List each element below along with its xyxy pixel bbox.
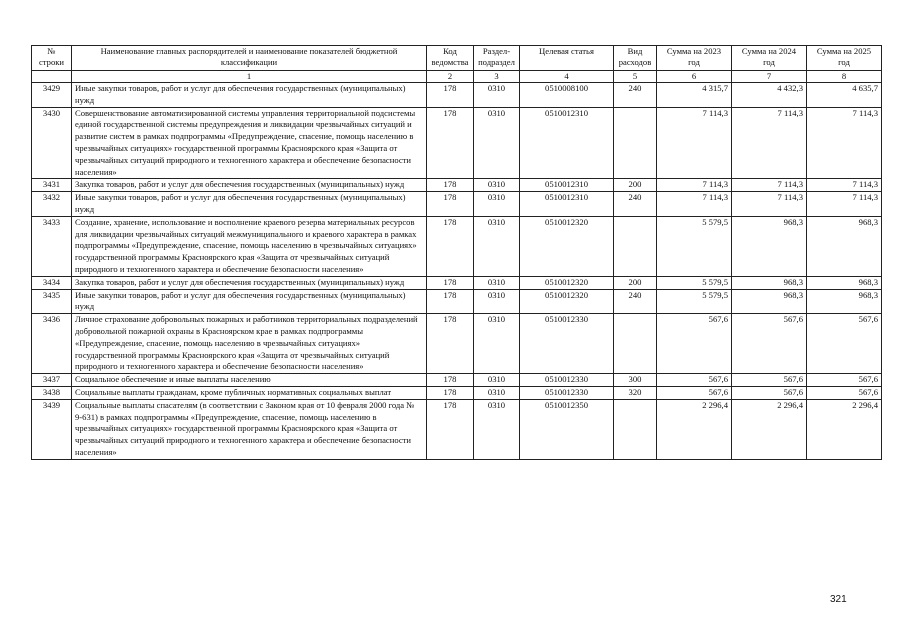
table-row: [32, 276, 882, 289]
header-row-number: № строки: [32, 46, 72, 71]
row-target: 0510012330: [520, 386, 614, 399]
row-vedomstvo: 178: [427, 83, 474, 108]
row-name: Иные закупки товаров, работ и услуг для обеспечения государственных (муниципальных) нужд: [72, 192, 427, 217]
table-row: [32, 374, 882, 387]
page-number: 321: [830, 594, 847, 605]
table-row: [32, 386, 882, 399]
column-number: 4: [520, 71, 614, 83]
table-row: [32, 83, 882, 108]
row-sum-2025: 4 635,7: [807, 83, 882, 108]
row-number: 3437: [32, 374, 72, 387]
row-sum-2024: 567,6: [732, 386, 807, 399]
row-sum-2023: 567,6: [657, 374, 732, 387]
row-vid: [614, 399, 657, 459]
row-vid: 200: [614, 276, 657, 289]
row-target: 0510012320: [520, 289, 614, 314]
row-name: Социальное обеспечение и иные выплаты населению: [72, 374, 427, 387]
row-vedomstvo: 178: [427, 107, 474, 179]
row-razdel: 0310: [474, 83, 520, 108]
row-vid: 240: [614, 83, 657, 108]
row-number: 3433: [32, 216, 72, 276]
row-target: 0510012320: [520, 276, 614, 289]
row-sum-2025: 968,3: [807, 289, 882, 314]
row-razdel: 0310: [474, 107, 520, 179]
column-number: 7: [732, 71, 807, 83]
row-sum-2025: 567,6: [807, 386, 882, 399]
column-number: 2: [427, 71, 474, 83]
row-target: 0510008100: [520, 83, 614, 108]
row-sum-2025: 2 296,4: [807, 399, 882, 459]
row-number: 3436: [32, 314, 72, 374]
row-razdel: 0310: [474, 374, 520, 387]
row-target: 0510012310: [520, 192, 614, 217]
row-sum-2024: 567,6: [732, 314, 807, 374]
row-sum-2024: 4 432,3: [732, 83, 807, 108]
row-vedomstvo: 178: [427, 192, 474, 217]
row-name: Создание, хранение, использование и восполнение краевого резерва материальных ресурсов для ликвидации чрезвычайных ситуаций межмуниципального и краевого характера в рамках подпрограммы «Предупреждение, спасение, помощь населению в чрезвычайных ситуациях» государственной программы Красноярского края «Защита от чрезвычайных ситуаций природного и техногенного характера и обеспечение безопасности населения»: [72, 216, 427, 276]
row-vid: 240: [614, 289, 657, 314]
row-sum-2024: 968,3: [732, 289, 807, 314]
header-vid: Вид расходов: [614, 46, 657, 71]
header-sum-2025: Сумма на 2025 год: [807, 46, 882, 71]
header-row: [32, 46, 882, 71]
row-sum-2025: 968,3: [807, 276, 882, 289]
row-sum-2025: 567,6: [807, 374, 882, 387]
row-sum-2025: 968,3: [807, 216, 882, 276]
row-target: 0510012330: [520, 374, 614, 387]
row-vedomstvo: 178: [427, 314, 474, 374]
row-razdel: 0310: [474, 192, 520, 217]
row-vid: 200: [614, 179, 657, 192]
row-vedomstvo: 178: [427, 179, 474, 192]
table-row: [32, 216, 882, 276]
row-sum-2024: 968,3: [732, 276, 807, 289]
row-vedomstvo: 178: [427, 216, 474, 276]
row-sum-2023: 7 114,3: [657, 107, 732, 179]
row-name: Закупка товаров, работ и услуг для обеспечения государственных (муниципальных) нужд: [72, 179, 427, 192]
row-sum-2023: 5 579,5: [657, 276, 732, 289]
row-vid: 300: [614, 374, 657, 387]
row-number: 3429: [32, 83, 72, 108]
row-razdel: 0310: [474, 216, 520, 276]
row-razdel: 0310: [474, 314, 520, 374]
column-number-row: [32, 71, 882, 83]
row-target: 0510012320: [520, 216, 614, 276]
row-target: 0510012310: [520, 107, 614, 179]
row-sum-2024: 968,3: [732, 216, 807, 276]
table-row: [32, 289, 882, 314]
row-razdel: 0310: [474, 179, 520, 192]
header-razdel: Раздел-подраздел: [474, 46, 520, 71]
row-sum-2025: 7 114,3: [807, 107, 882, 179]
row-number: 3432: [32, 192, 72, 217]
row-sum-2024: 2 296,4: [732, 399, 807, 459]
row-sum-2024: 7 114,3: [732, 107, 807, 179]
row-sum-2023: 7 114,3: [657, 192, 732, 217]
row-vid: [614, 314, 657, 374]
row-name: Личное страхование добровольных пожарных и работников территориальных подразделений добровольной пожарной охраны в Красноярском крае в рамках подпрограммы «Предупреждение, спасение, помощь населению в чрезвычайных ситуациях» государственной программы Красноярского края «Защита от чрезвычайных ситуаций природного и техногенного характера и обеспечение безопасности населения»: [72, 314, 427, 374]
row-number: 3431: [32, 179, 72, 192]
row-number: 3430: [32, 107, 72, 179]
row-sum-2025: 7 114,3: [807, 179, 882, 192]
header-sum-2023: Сумма на 2023 год: [657, 46, 732, 71]
column-number-blank: [32, 71, 72, 83]
column-number: 3: [474, 71, 520, 83]
column-number: 8: [807, 71, 882, 83]
table-row: [32, 314, 882, 374]
row-sum-2023: 567,6: [657, 314, 732, 374]
row-name: Иные закупки товаров, работ и услуг для обеспечения государственных (муниципальных) нужд: [72, 83, 427, 108]
row-vedomstvo: 178: [427, 386, 474, 399]
row-sum-2025: 567,6: [807, 314, 882, 374]
budget-table: [31, 45, 882, 460]
row-razdel: 0310: [474, 386, 520, 399]
row-name: Социальные выплаты спасателям (в соответствии с Законом края от 10 февраля 2000 года № 9-631) в рамках подпрограммы «Предупреждение, спасение, помощь населению в чрезвычайных ситуациях» государственной программы Красноярского края «Защита от чрезвычайных ситуаций природного и техногенного характера и обеспечение безопасности населения»: [72, 399, 427, 459]
row-target: 0510012350: [520, 399, 614, 459]
row-name: Закупка товаров, работ и услуг для обеспечения государственных (муниципальных) нужд: [72, 276, 427, 289]
row-razdel: 0310: [474, 289, 520, 314]
table-body: [32, 83, 882, 460]
row-vid: [614, 216, 657, 276]
row-vid: [614, 107, 657, 179]
row-sum-2023: 2 296,4: [657, 399, 732, 459]
row-sum-2024: 567,6: [732, 374, 807, 387]
row-vedomstvo: 178: [427, 374, 474, 387]
row-razdel: 0310: [474, 276, 520, 289]
column-number: 1: [72, 71, 427, 83]
row-sum-2023: 4 315,7: [657, 83, 732, 108]
row-number: 3434: [32, 276, 72, 289]
row-vedomstvo: 178: [427, 289, 474, 314]
row-vid: 240: [614, 192, 657, 217]
table-row: [32, 192, 882, 217]
row-target: 0510012330: [520, 314, 614, 374]
table-row: [32, 107, 882, 179]
row-sum-2024: 7 114,3: [732, 192, 807, 217]
row-number: 3435: [32, 289, 72, 314]
column-number: 5: [614, 71, 657, 83]
row-number: 3438: [32, 386, 72, 399]
row-razdel: 0310: [474, 399, 520, 459]
row-sum-2025: 7 114,3: [807, 192, 882, 217]
header-target: Целевая статья: [520, 46, 614, 71]
row-vid: 320: [614, 386, 657, 399]
row-name: Социальные выплаты гражданам, кроме публичных нормативных социальных выплат: [72, 386, 427, 399]
row-name: Иные закупки товаров, работ и услуг для обеспечения государственных (муниципальных) нужд: [72, 289, 427, 314]
row-target: 0510012310: [520, 179, 614, 192]
header-vedomstvo: Код ведомства: [427, 46, 474, 71]
header-name: Наименование главных распорядителей и наименование показателей бюджетной классификации: [72, 46, 427, 71]
row-vedomstvo: 178: [427, 399, 474, 459]
row-number: 3439: [32, 399, 72, 459]
row-sum-2023: 7 114,3: [657, 179, 732, 192]
table-row: [32, 399, 882, 459]
row-sum-2023: 5 579,5: [657, 216, 732, 276]
row-name: Совершенствование автоматизированной системы управления территориальной подсистемы единой государственной системы предупреждения и ликвидации чрезвычайных ситуаций и развитие систем в рамках подпрограммы «Предупреждение, спасение, помощь населению в чрезвычайных ситуациях» государственной программы Красноярского края «Защита от чрезвычайных ситуаций природного и техногенного характера и обеспечение безопасности населения»: [72, 107, 427, 179]
table-row: [32, 179, 882, 192]
row-vedomstvo: 178: [427, 276, 474, 289]
row-sum-2024: 7 114,3: [732, 179, 807, 192]
row-sum-2023: 5 579,5: [657, 289, 732, 314]
row-sum-2023: 567,6: [657, 386, 732, 399]
column-number: 6: [657, 71, 732, 83]
header-sum-2024: Сумма на 2024 год: [732, 46, 807, 71]
